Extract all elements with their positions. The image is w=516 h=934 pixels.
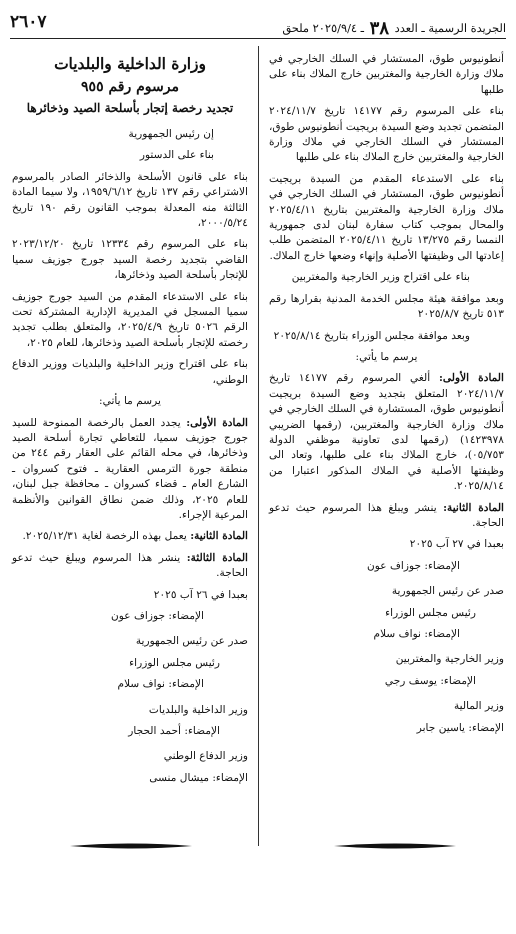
signatory-title: وزير الخارجية والمغتربين — [395, 653, 504, 666]
signatory-title: رئيس مجلس الوزراء — [129, 656, 220, 669]
article-2 — [269, 501, 504, 532]
article-text: ينشر ويبلغ هذا المرسوم حيث تدعو الحاجة. — [269, 501, 504, 529]
signature: الإمضاء: أحمد الحجار — [128, 725, 220, 737]
signature: الإمضاء: جوزاف عون — [367, 559, 460, 572]
decree-title: مرسوم رقم ٩٥٥ — [81, 79, 179, 95]
paragraph: بناء على قانون الأسلحة والذخائر الصادر بالمرسوم الاشتراعي رقم ١٣٧ تاريخ ١٩٥٩/٦/١٢، ولا سيما المادة الثالثة منه المعدلة بموجب القانون رقم ١٩٠ تاريخ ٢٠٠٠/٥/٢٤، — [12, 170, 248, 230]
paragraph: وبعد موافقة هيئة مجلس الخدمة المدنية بقرارها رقم ٥١٣ تاريخ ٢٠٢٥/٨/٧ — [269, 292, 504, 321]
article-label: المادة الأولى: — [186, 416, 248, 429]
paragraph: بناء على اقتراح وزير الخارجية والمغتربين — [291, 271, 470, 284]
paragraph: أنطونيوس طوق، المستشار في السلك الخارجي في ملاك وزارة الخارجية والمغتربين خارج الملاك بناء على طلبها — [269, 53, 504, 96]
gazette-suffix: ـ ٢٠٢٥/٩/٤ ملحق — [282, 21, 365, 35]
paragraph: بناء على الاستدعاء المقدم من السيدة بريجيت أنطونيوس طوق، المستشار في السلك الخارجي في ملاك وزارة الخارجية والمغتربين بتاريخ ٢٠٢٥/٤/١١ والمحال بموجب كتاب سفارة لبنان لدى جمهورية النمسا رقم ١٣/٢٧٥ تاريخ ٢٠٢٥/٤/١١ المتضمن طلب إعادتها الى وظيفتها الأصلية وإنهاء وضعها خارج الملاك. — [269, 172, 504, 262]
article-1 — [269, 371, 504, 494]
paragraph: بناء على المرسوم رقم ١٢٣٣٤ تاريخ ٢٠٢٣/١٢/٢٠ القاضي بتجديد رخصة السيد جورج جوزيف سميا للإتجار بأسلحة الصيد وذخائرها، — [12, 238, 248, 282]
signature: الإمضاء: يوسف رجي — [384, 674, 476, 687]
page-number: ٢٦٠٧ — [10, 12, 47, 32]
right-column — [269, 52, 504, 742]
left-column — [12, 52, 248, 792]
article-text: يجدد العمل بالرخصة الممنوحة للسيد جورج جوزيف سميا، للتعاطي تجارة أسلحة الصيد وذخائرها، في محله القائم على العقار رقم ٢٤٤ من منطقة جورة الترمس العقارية ـ فتوح كسروان ـ الشارع العام ـ قضاء كسروان ـ محافظة جبل لبنان، للعام ٢٠٢٥، وذلك ضمن نطاق القوانين والأنظمة المرعية الإجراء. — [12, 416, 248, 521]
article-label: المادة الثانية: — [190, 530, 248, 543]
article-3 — [12, 551, 248, 582]
signatory-title: وزير الداخلية والبلديات — [148, 703, 248, 716]
decree-subject: تجديد رخصة إتجار بأسلحة الصيد وذخائرها — [26, 101, 234, 115]
signature: الإمضاء: ميشال منسى — [149, 771, 248, 784]
decree-formula: يرسم ما يأتي: — [99, 395, 161, 408]
paragraph: بناء على الدستور — [139, 149, 214, 162]
decree-formula: يرسم ما يأتي: — [355, 350, 418, 363]
signatory-title: وزير الدفاع الوطني — [163, 750, 248, 763]
gazette-header-title — [282, 16, 506, 37]
column-divider — [258, 46, 259, 846]
page-header — [10, 14, 506, 39]
date-line: بعبدا في ٢٧ آب ٢٠٢٥ — [409, 538, 504, 551]
signatory-title: وزير المالية — [453, 700, 504, 713]
article-text: ألغي المرسوم رقم ١٤١٧٧ تاريخ ٢٠٢٤/١١/٧ المتعلق بتجديد وضع السيدة بريجيت أنطونيوس طوق، المستشارة في السلك الخارجي في ملاك وزارة الخارجية والمغتربين، (رقمها الضريبي ١٤٢٣٩٧٨) (رقمها لدى تعاونية موظفي الدولة ٠٥/٧٥٣)، خارج الملاك بناء على طلبها، وتعاد الى وظيفتها الأصلية في الملاك المذكور اعتبارا من ٢٠٢٥/٨/١٤. — [269, 372, 504, 493]
article-2 — [12, 529, 248, 544]
paragraph: بناء على المرسوم رقم ١٤١٧٧ تاريخ ٢٠٢٤/١١/٧ المتضمن تجديد وضع السيدة بريجيت أنطونيوس طوق، المستشار في السلك الخارجي في ملاك وزارة الخارجية والمغتربين خارج الملاك بناء على طلبها — [269, 105, 504, 164]
signatory-title: رئيس مجلس الوزراء — [385, 606, 476, 619]
paragraph: وبعد موافقة مجلس الوزراء بتاريخ ٢٠٢٥/٨/١٤ — [273, 329, 470, 342]
article-text: ينشر هذا المرسوم ويبلغ حيث تدعو الحاجة. — [12, 551, 248, 580]
end-ornament-icon — [334, 842, 456, 850]
signature: الإمضاء: ياسين جابر — [416, 721, 504, 734]
paragraph: بناء على الاستدعاء المقدم من السيد جورج جوزيف سميا المسجل في المديرية الإدارية المشتركة تحت الرقم ٥٠٢٦ تاريخ ٢٠٢٥/٤/٩، والمتعلق بطلب تجديد رخصته للإتجار بأسلحة الصيد وذخائرها، للعام ٢٠٢٥، — [12, 290, 248, 349]
signature: الإمضاء: جوزاف عون — [111, 609, 204, 622]
issued-by: صدر عن رئيس الجمهورية — [135, 635, 248, 648]
article-text: يعمل بهذه الرخصة لغاية ٢٠٢٥/١٢/٣١. — [22, 530, 187, 543]
signature: الإمضاء: نواف سلام — [117, 678, 204, 691]
article-label: المادة الأولى: — [438, 372, 504, 385]
paragraph: بناء على اقتراح وزير الداخلية والبلديات ووزير الدفاع الوطني، — [12, 358, 248, 386]
gazette-prefix: الجريدة الرسمية ـ العدد — [394, 21, 506, 35]
paragraph: إن رئيس الجمهورية — [128, 128, 214, 140]
signature: الإمضاء: نواف سلام — [373, 628, 460, 640]
article-label: المادة الثانية: — [443, 501, 504, 514]
ministry-heading: وزارة الداخلية والبلديات — [54, 55, 206, 73]
issued-by: صدر عن رئيس الجمهورية — [391, 585, 504, 598]
article-label: المادة الثالثة: — [186, 551, 248, 564]
issue-number: ٣٨ — [369, 18, 389, 39]
date-line: بعبدا في ٢٦ آب ٢٠٢٥ — [153, 588, 248, 601]
article-1 — [12, 416, 248, 524]
end-ornament-icon — [70, 842, 192, 850]
